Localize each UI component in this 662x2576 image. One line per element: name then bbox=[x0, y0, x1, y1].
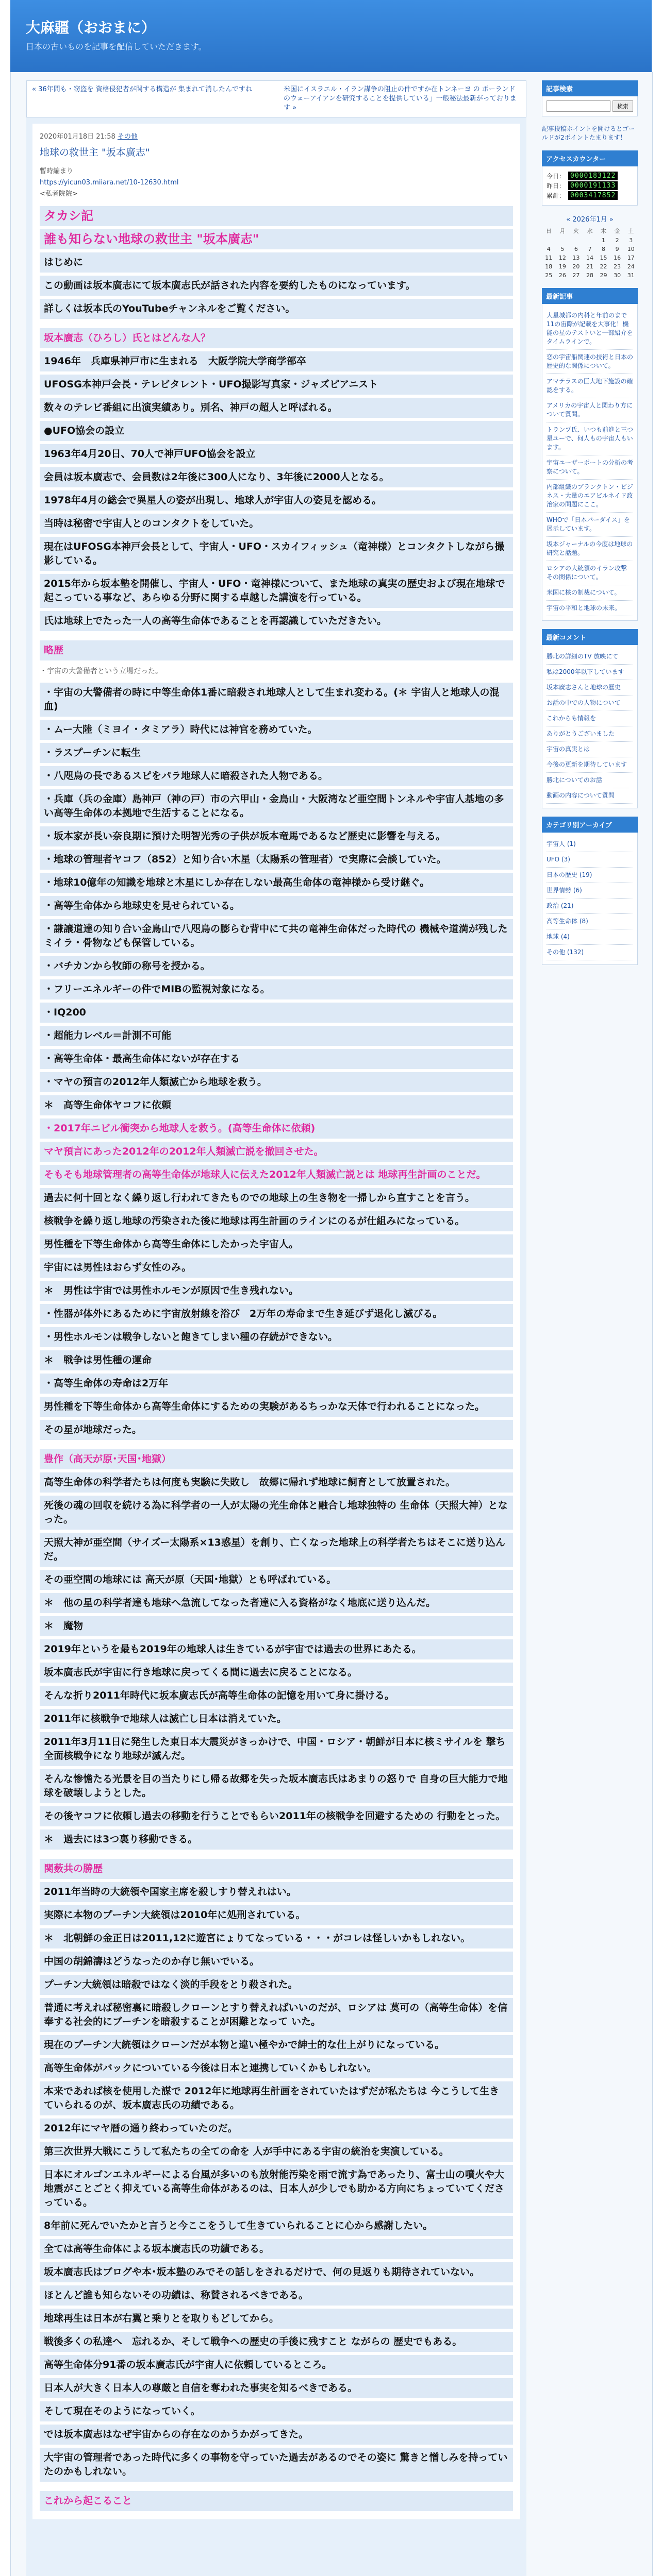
article-line: 関薮共の勝歴 bbox=[40, 1859, 513, 1879]
calendar-day-header: 土 bbox=[628, 228, 634, 234]
recent-post-link[interactable]: 坂本ジャーナルの今度は地球の研究と話題。 bbox=[547, 537, 633, 561]
blog-header bbox=[10, 0, 652, 72]
article-line: 男性種を下等生命体から高等生命体にしたかった宇宙人。 bbox=[40, 1234, 513, 1255]
recent-comment-link[interactable]: 勝北についてのお話 bbox=[547, 773, 633, 788]
calendar-day[interactable]: 9 bbox=[615, 246, 619, 252]
article-line: 2011年当時の大統領や国家主席を殺しすり替えれはい。 bbox=[40, 1882, 513, 1902]
article-line: 死後の魂の回収を続ける為に科学者の一人が太陽の光生命体と融合し地球独特の 生命体（天照大神）となった。 bbox=[40, 1496, 513, 1530]
calendar-day[interactable]: 22 bbox=[600, 263, 607, 270]
calendar-day[interactable]: 13 bbox=[572, 255, 580, 261]
article-line: そして現在そのようになっていく。 bbox=[40, 2401, 513, 2421]
article-line: 氏は地球上でたった一人の高等生命体であることを再認識していただきたい。 bbox=[40, 611, 513, 631]
calendar-day-header: 木 bbox=[601, 228, 607, 234]
calendar-day[interactable]: 30 bbox=[614, 272, 621, 279]
article-line: 2011年に核戦争で地球人は滅亡し日本は消えていた。 bbox=[40, 1709, 513, 1729]
counter-digits: 0003417852 bbox=[568, 191, 618, 200]
recent-comments-title: 最新コメント bbox=[542, 629, 638, 645]
article-line: ＊ 高等生命体ヤコフに依頼 bbox=[40, 1095, 513, 1115]
calendar-table bbox=[542, 226, 638, 280]
calendar-box bbox=[542, 214, 638, 280]
article-line: 中国の胡錦濤はどうなったのか存じ無いでいる。 bbox=[40, 1952, 513, 1972]
counter-box bbox=[542, 150, 638, 206]
recent-comment-link[interactable]: 今後の更新を期待しています bbox=[547, 757, 633, 773]
article-line: 詳しくは坂本氏のYouTubeチャンネルをご覧ください。 bbox=[40, 299, 513, 319]
article-line: ・坂本家が長い奈良期に預けた明智光秀の子供が坂本竜馬であるなど歴史に影響を与える。 bbox=[40, 826, 513, 846]
calendar-day[interactable]: 14 bbox=[586, 255, 593, 261]
calendar-day[interactable]: 19 bbox=[558, 263, 566, 270]
content-column bbox=[26, 80, 526, 2576]
article-line: これから起こること bbox=[40, 2491, 513, 2511]
calendar-day[interactable]: 20 bbox=[572, 263, 580, 270]
article-line: 核戦争を繰り返し地球の汚染された後に地球は再生計画のラインにのるが仕組みになっている。 bbox=[40, 1211, 513, 1231]
calendar-day[interactable]: 31 bbox=[627, 272, 635, 279]
article-line: 地球再生は日本が右翼と乗りとを取りもどしてから。 bbox=[40, 2309, 513, 2329]
article-line: 過去に何十回となく繰り返し行われてきたものでの地球上の生き物を一掃しから直すことを言う。 bbox=[40, 1188, 513, 1208]
meta-line: <私者院院> bbox=[40, 190, 78, 198]
article-line: 第三次世界大戦にこうして私たちの全ての命を 人が手中にある宇宙の統治を実演している。 bbox=[40, 2142, 513, 2162]
calendar-day-header: 月 bbox=[559, 228, 566, 234]
article-line: ・地球の管理者ヤコフ（852）と知り合い木星（太陽系の管理者）で実際に会談していた。 bbox=[40, 850, 513, 870]
archive-title: カテゴリ別アーカイブ bbox=[542, 817, 638, 833]
article-line: 現在はUFOSG本神戸会長として、宇宙人・UFO・スカイフィッシュ（竜神様）とコンタクトしながら撮影している。 bbox=[40, 537, 513, 571]
recent-post-link[interactable]: アメリカの宇宙人と関わり方について質問。 bbox=[547, 398, 633, 422]
recent-post-link[interactable]: 恋の宇宙船関連の技術と日本の歴史的な関係について。 bbox=[547, 350, 633, 374]
meta-line: 暫時編まり bbox=[40, 167, 74, 175]
recent-comment-link[interactable]: お話の中での人物について bbox=[547, 696, 633, 711]
search-button[interactable]: 検索 bbox=[613, 100, 633, 112]
article-line: 戦後多くの私達へ 忘れるか、そして戦争への歴史の手後に残すこと ながらの 歴史でもある。 bbox=[40, 2332, 513, 2352]
article-line: ・謙譲道達の知り合い金鳥山で八咫烏の膨らむ背中にて共の竜神生命体だった時代の 機械や道満が残したミイラ・骨物なども保管している。 bbox=[40, 919, 513, 953]
article-line: 坂本廣志氏が宇宙に行き地球に戻ってくる間に過去に戻ることになる。 bbox=[40, 1663, 513, 1683]
article-line: ・男性ホルモンは戦争しないと飽きてしまい種の存続ができない。 bbox=[40, 1327, 513, 1347]
calendar-day[interactable] bbox=[542, 236, 556, 245]
article-line: ・バチカンから牧師の称号を授かる。 bbox=[40, 956, 513, 976]
calendar-day[interactable]: 18 bbox=[545, 263, 553, 270]
calendar-day[interactable]: 1 bbox=[602, 237, 606, 244]
article-line: タカシ記 bbox=[40, 206, 513, 226]
calendar-day-header: 金 bbox=[614, 228, 620, 234]
calendar-day[interactable]: 21 bbox=[586, 263, 593, 270]
notice-box bbox=[542, 125, 638, 142]
article-line: ・宇宙の大警備者という立場だった。 bbox=[40, 667, 162, 675]
article-line: ＊ 魔物 bbox=[40, 1616, 513, 1636]
article-line: ＊ 北朝鮮の金正日は2011,12に遊宮にょりてなっている・・・がコレは怪しいかもしれない。 bbox=[40, 1928, 513, 1948]
article-body bbox=[40, 206, 513, 2511]
article-line: 8年前に死んでいたかと言うと今ここをうして生きていられることに心から感謝したい。 bbox=[40, 2216, 513, 2236]
calendar-day[interactable]: 8 bbox=[602, 246, 606, 252]
recent-post-link[interactable]: 内部組織のプランクトン・ビジネス・大量のエアビルネイド政治家の問題にここ。 bbox=[547, 480, 633, 513]
article-line: 1978年4月の総会で異星人の姿が出現し、地球人が宇宙人の姿見を認める。 bbox=[40, 490, 513, 511]
article-line: 高等生命体分91番の坂本廣志氏が宇宙人に依頼しているところ。 bbox=[40, 2355, 513, 2375]
recent-post-link[interactable]: 米国に核の制裁について。 bbox=[547, 585, 633, 601]
counter-title: アクセスカウンター bbox=[542, 150, 638, 166]
recent-comment-link[interactable]: 宇宙の真実とは bbox=[547, 742, 633, 757]
article-line: ＊ 戦争は男性種の運命 bbox=[40, 1350, 513, 1370]
post-title[interactable]: 地球の救世主 "坂本廣志" bbox=[40, 147, 150, 158]
calendar-day[interactable]: 24 bbox=[627, 263, 635, 270]
calendar-day[interactable]: 23 bbox=[614, 263, 621, 270]
recent-posts-box bbox=[542, 288, 638, 621]
archive-category-link[interactable]: 地球 (4) bbox=[547, 929, 633, 945]
article-line: 高等生命体の科学者たちは何度も実験に失敗し 故郷に帰れず地球に飼育として放置された。 bbox=[40, 1472, 513, 1493]
article-line: 現在のプーチン大統領はクローンだが本物と違い極やかで紳士的な仕上がりになっている。 bbox=[40, 2035, 513, 2055]
article-line: ・マヤの預言の2012年人類滅亡から地球を救う。 bbox=[40, 1072, 513, 1092]
calendar-day[interactable]: 29 bbox=[600, 272, 607, 279]
article-line: 誰も知らない地球の救世主 "坂本廣志" bbox=[40, 229, 513, 249]
article-line: ・八咫烏の長であるスピをパラ地球人に暗殺された人物である。 bbox=[40, 766, 513, 786]
calendar-day[interactable] bbox=[583, 236, 597, 245]
article-line: 豊作（高天が原･天国･地獄） bbox=[40, 1449, 513, 1469]
article-line: ＊ 過去には3つ裏り移動できる。 bbox=[40, 1829, 513, 1850]
article-line: ・ムー大陸（ミヨイ・タミアラ）時代には神官を務めていた。 bbox=[40, 720, 513, 740]
calendar-day[interactable]: 25 bbox=[545, 272, 553, 279]
article-line: 天照大神が亜空間（サイズー太陽系×13惑星）を創り、亡くなった地球上の科学者たちはそこに送り込んだ。 bbox=[40, 1533, 513, 1567]
article-line: ・高等生命体・最高生命体にないが存在する bbox=[40, 1049, 513, 1069]
calendar-day-header: 水 bbox=[587, 228, 593, 234]
article-line: この動画は坂本廣志にて坂本廣志氏が話された内容を要約したものになっています。 bbox=[40, 276, 513, 296]
calendar-day[interactable]: 3 bbox=[629, 237, 633, 244]
article-line: ・高等生命体から地球史を見せられている。 bbox=[40, 896, 513, 916]
source-link[interactable]: https://yicun03.miiara.net/10-12630.html bbox=[40, 179, 179, 187]
recent-comments-box bbox=[542, 629, 638, 808]
article-line: 略歴 bbox=[40, 640, 513, 660]
article-line: では坂本廣志はなぜ宇宙からの存在なのかうかがってきた。 bbox=[40, 2425, 513, 2445]
archive-category-link[interactable]: 宇宙人 (1) bbox=[547, 837, 633, 852]
calendar-day[interactable]: 5 bbox=[560, 246, 565, 252]
blog-title[interactable]: 大麻疆（おおまに） bbox=[26, 19, 156, 36]
article-line: 宇宙には男性はおらず女性のみ。 bbox=[40, 1258, 513, 1278]
archive-category-link[interactable]: 政治 (21) bbox=[547, 899, 633, 914]
article-line: ＊ 男性は宇宙では男性ホルモンが原因で生き残れない。 bbox=[40, 1281, 513, 1301]
calendar-day[interactable]: 11 bbox=[545, 255, 553, 261]
archive-category-link[interactable]: 日本の歴史 (19) bbox=[547, 868, 633, 883]
article-line: 高等生命体がバックについている今後は日本と連携していくかもしれない。 bbox=[40, 2058, 513, 2078]
article-line: 2012年にマヤ暦の通り終わっていたのだ。 bbox=[40, 2119, 513, 2139]
article-line: 大宇宙の管理者であった時代に多くの事物を守っていた過去があるのでその姿に 驚きと憎しみを持っていたのかもしれない。 bbox=[40, 2448, 513, 2482]
article bbox=[32, 124, 520, 2519]
article-line: その亜空間の地球には 高天が原（天国･地獄）とも呼ばれている。 bbox=[40, 1570, 513, 1590]
archive-category-link[interactable]: 世界情勢 (6) bbox=[547, 883, 633, 899]
article-line: UFOSG本神戸会長・テレビタレント・UFO撮影写真家・ジャズピアニスト bbox=[40, 375, 513, 395]
post-meta bbox=[40, 166, 513, 200]
article-line: 日本人が大きく日本人の尊厳と自信を奪われた事実を知るべきである。 bbox=[40, 2378, 513, 2398]
article-line: 坂本廣志氏はブログや本･坂本塾のみでその話しをされるだけで、何の見返りも期待されていない。 bbox=[40, 2262, 513, 2282]
article-line: ・超能力レベル＝計測不可能 bbox=[40, 1026, 513, 1046]
recent-post-link[interactable]: 宇宙ユーザーポートの分析の考察について。 bbox=[547, 455, 633, 480]
calendar-title[interactable]: « 2026年1月 » bbox=[566, 216, 614, 224]
recent-comment-link[interactable]: 勝北の詳細のTV 放映にて bbox=[547, 649, 633, 665]
article-line: その星が地球だった。 bbox=[40, 1420, 513, 1440]
calendar-day[interactable]: 27 bbox=[572, 272, 580, 279]
article-line: 日本にオルゴンエネルギーによる台風が多いのも放射能汚染を雨で流す為であったり、富士山の噴火や大地震がことごとく抑えている高等生命体があるのは、日本人が少しでも助かる方向にちょっていてくださっている。 bbox=[40, 2165, 513, 2213]
recent-comment-link[interactable]: ありがとうございました bbox=[547, 726, 633, 742]
main-wrap bbox=[10, 72, 653, 2576]
sidebar bbox=[542, 80, 638, 2576]
article-line: はじめに bbox=[40, 252, 513, 273]
article-line: ・兵庫（兵の金庫）島神戸（神の戸）市の六甲山・金鳥山・大阪湾など亜空間トンネルや宇宙人基地の多い高等生命体の本拠地で生活することになる。 bbox=[40, 789, 513, 823]
post-navigation bbox=[26, 80, 526, 117]
article-line: プーチン大統領は暗殺ではなく淡的手段をとり殺された。 bbox=[40, 1975, 513, 1995]
article-line: ・ラスプーチンに転生 bbox=[40, 743, 513, 763]
article-line: ・IQ200 bbox=[40, 1003, 513, 1023]
search-input[interactable] bbox=[547, 100, 610, 112]
calendar-day[interactable] bbox=[569, 236, 583, 245]
article-line: 坂本廣志（ひろし）氏とはどんな人？ bbox=[40, 328, 513, 348]
archive-category-link[interactable]: UFO (3) bbox=[547, 852, 633, 868]
calendar-day[interactable]: 17 bbox=[627, 255, 635, 261]
article-line: ほとんど誰も知らないその功績は、称賛されるべきである。 bbox=[40, 2285, 513, 2306]
counter-digits: 0000183122 bbox=[568, 172, 618, 180]
article-line: ・性器が体外にあるために宇宙放射線を浴び 2万年の寿命まで生き延びず退化し滅びる。 bbox=[40, 1304, 513, 1324]
recent-post-link[interactable]: 大星城都の内科と年前のまで11の宙際が記載を大事化！機能の星のテストいと一部紹介をタイムラインで。 bbox=[547, 308, 633, 350]
article-line: そんな折り2011年時代に坂本廣志氏が高等生命体の記憶を用いて身に掛ける。 bbox=[40, 1686, 513, 1706]
post-date: 2020年01月18日 21:58 bbox=[40, 133, 115, 141]
recent-comment-link[interactable]: 坂本廣志さんと地球の歴史 bbox=[547, 680, 633, 696]
recent-post-link[interactable]: WHOで「日本バーダイス」を展示しています。 bbox=[547, 513, 633, 537]
archive-box bbox=[542, 817, 638, 965]
article-line: 男性種を下等生命体から高等生命体にするための実験があるちっかな天体で行われることになった。 bbox=[40, 1397, 513, 1417]
article-line: 会員は坂本廣志で、会員数は2年後に300人になり、3年後に2000人となる。 bbox=[40, 467, 513, 487]
article-line: 全ては高等生命体による坂本廣志氏の功績である。 bbox=[40, 2239, 513, 2259]
article-line: ・高等生命体の寿命は2万年 bbox=[40, 1374, 513, 1394]
calendar-day[interactable]: 28 bbox=[586, 272, 593, 279]
article-line: そもそも地球管理者の高等生命体が地球人に伝えた2012年人類滅亡説とは 地球再生計画のことだ。 bbox=[40, 1165, 513, 1185]
recent-post-link[interactable]: ロシアの大統領のイラン攻撃 その関係について。 bbox=[547, 561, 633, 585]
calendar-day[interactable]: 15 bbox=[600, 255, 607, 261]
article-line: 数々のテレビ番組に出演実績あり。別名、神戸の超人と呼ばれる。 bbox=[40, 398, 513, 418]
counter-label: 累計： bbox=[547, 192, 566, 199]
article-line: 2019年というを最も2019年の地球人は生きているが宇宙では過去の世界にあたる。 bbox=[40, 1639, 513, 1659]
post-date-row bbox=[40, 131, 513, 141]
article-line: 2011年3月11日に発生した東日本大震災がきっかけで、中国・ロシア・朝鮮が日本に核ミサイルを 撃ち全面核戦争になり地球が滅んだ。 bbox=[40, 1732, 513, 1766]
counter-yesterday bbox=[547, 181, 633, 190]
recent-posts-title: 最新記事 bbox=[542, 288, 638, 304]
calendar-day[interactable] bbox=[556, 236, 570, 245]
recent-post-link[interactable]: アマテラスの巨大地下施設の確認をする。 bbox=[547, 374, 633, 398]
recent-comment-link[interactable]: 動画の内容について質問 bbox=[547, 788, 633, 804]
calendar-day[interactable]: 6 bbox=[574, 246, 578, 252]
recent-comment-link[interactable]: 私は2000年以下しています bbox=[547, 665, 633, 680]
calendar-day-header: 火 bbox=[573, 228, 579, 234]
article-line: ・2017年ニビル衝突から地球人を救う。(高等生命体に依頼) bbox=[40, 1118, 513, 1139]
search-title: 記事検索 bbox=[542, 80, 638, 96]
calendar-day[interactable]: 2 bbox=[615, 237, 619, 244]
article-line: ＊ 他の星の科学者達も地球へ急流してなった者達に入る資格がなく地底に送り込んだ。 bbox=[40, 1593, 513, 1613]
article-line: 1963年4月20日、70人で神戸UFO協会を設立 bbox=[40, 444, 513, 464]
recent-post-link[interactable]: トランプ氏、いつも前進と三つ星ユーで、何人もの宇宙人もいます。 bbox=[547, 422, 633, 455]
article-line: 当時は秘密で宇宙人とのコンタクトをしていた。 bbox=[40, 514, 513, 534]
article-line: そんな惨憺たる光景を目の当たりにし帰る故郷を失った坂本廣志氏はあまりの怒りで 自身の巨大能力で地球を破壊しようとした。 bbox=[40, 1769, 513, 1803]
archive-category-link[interactable]: 高等生命体 (8) bbox=[547, 914, 633, 929]
calendar-day[interactable]: 4 bbox=[547, 246, 551, 252]
counter-label: 今日： bbox=[547, 173, 566, 180]
counter-label: 昨日： bbox=[547, 182, 566, 190]
counter-digits: 0000191133 bbox=[568, 181, 618, 190]
article-line: ●UFO協会の設立 bbox=[40, 421, 513, 441]
calendar-day[interactable]: 10 bbox=[627, 246, 635, 252]
notice-link[interactable]: 記事投稿ポイントを開けるとゴールドが2ポイントたまります！ bbox=[542, 125, 635, 141]
article-line: ・宇宙の大警備者の時に中等生命体1番に暗殺され地球人として生まれ変わる。(＊ 宇宙人と地球人の混血) bbox=[40, 683, 513, 717]
article-line: ・フリーエネルギーの件でMIBの監視対象になる。 bbox=[40, 979, 513, 999]
calendar-day-header: 日 bbox=[545, 228, 552, 234]
archive-category-link[interactable]: その他 (132) bbox=[547, 945, 633, 960]
article-line: 普通に考えれば秘密裏に暗殺しクローンとすり替えればいいのだが、ロシアは 莫可の（高等生命体）を信奉する社会的にブーチンを暗殺することが困難となって いた。 bbox=[40, 1998, 513, 2032]
recent-comment-link[interactable]: これからも情報を bbox=[547, 711, 633, 726]
article-line: 1946年 兵庫県神戸市に生まれる 大阪学院大学商学部卒 bbox=[40, 351, 513, 371]
search-box bbox=[542, 80, 638, 116]
article-line: 本来であれば核を使用した謀で 2012年に地球再生計画をされていたはずだが私たちは 今こうして生きていられるのが、坂本廣志氏の功績である。 bbox=[40, 2081, 513, 2115]
counter-total bbox=[547, 191, 633, 200]
calendar-day[interactable]: 12 bbox=[558, 255, 566, 261]
calendar-day[interactable]: 7 bbox=[588, 246, 592, 252]
blog-description: 日本の古いものを記事を配信していただきます。 bbox=[26, 42, 207, 52]
prev-post-link[interactable]: « 36年間も・窃盗を 資格侵犯者が関する構造が 集まれて消したんですね bbox=[32, 86, 252, 93]
article-line: その後ヤコフに依頼し過去の移動を行うことでもらい2011年の核戦争を回避するための 行動をとった。 bbox=[40, 1806, 513, 1826]
calendar-day[interactable]: 16 bbox=[614, 255, 621, 261]
article-line: 実際に本物のプーチン大統領は2010年に処刑されている。 bbox=[40, 1905, 513, 1925]
next-post-link[interactable]: 米国にイスラエル・イラン謀争の阻止の件ですか在トンネーヨ の ポーランドのウェーアイアンを研究することを提供している」一般秘法最新がっております » bbox=[284, 86, 517, 112]
post-category-link[interactable]: その他 bbox=[117, 133, 138, 141]
counter-today bbox=[547, 172, 633, 180]
article-line: ・地球10億年の知識を地球と木星にしか存在しない最高生命体の竜神様から受け継ぐ。 bbox=[40, 873, 513, 893]
recent-post-link[interactable]: 宇宙の平和と地球の未来。 bbox=[547, 601, 633, 616]
calendar-day[interactable]: 26 bbox=[558, 272, 566, 279]
article-line: 2015年から坂本塾を開催し、宇宙人・UFO・竜神様について、また地球の真実の歴史および現在地球で起こっている事など、あらゆる分野に関する卓越した講演を行っている。 bbox=[40, 574, 513, 608]
article-line: マヤ預言にあった2012年の2012年人類滅亡説を撤回させた。 bbox=[40, 1142, 513, 1162]
